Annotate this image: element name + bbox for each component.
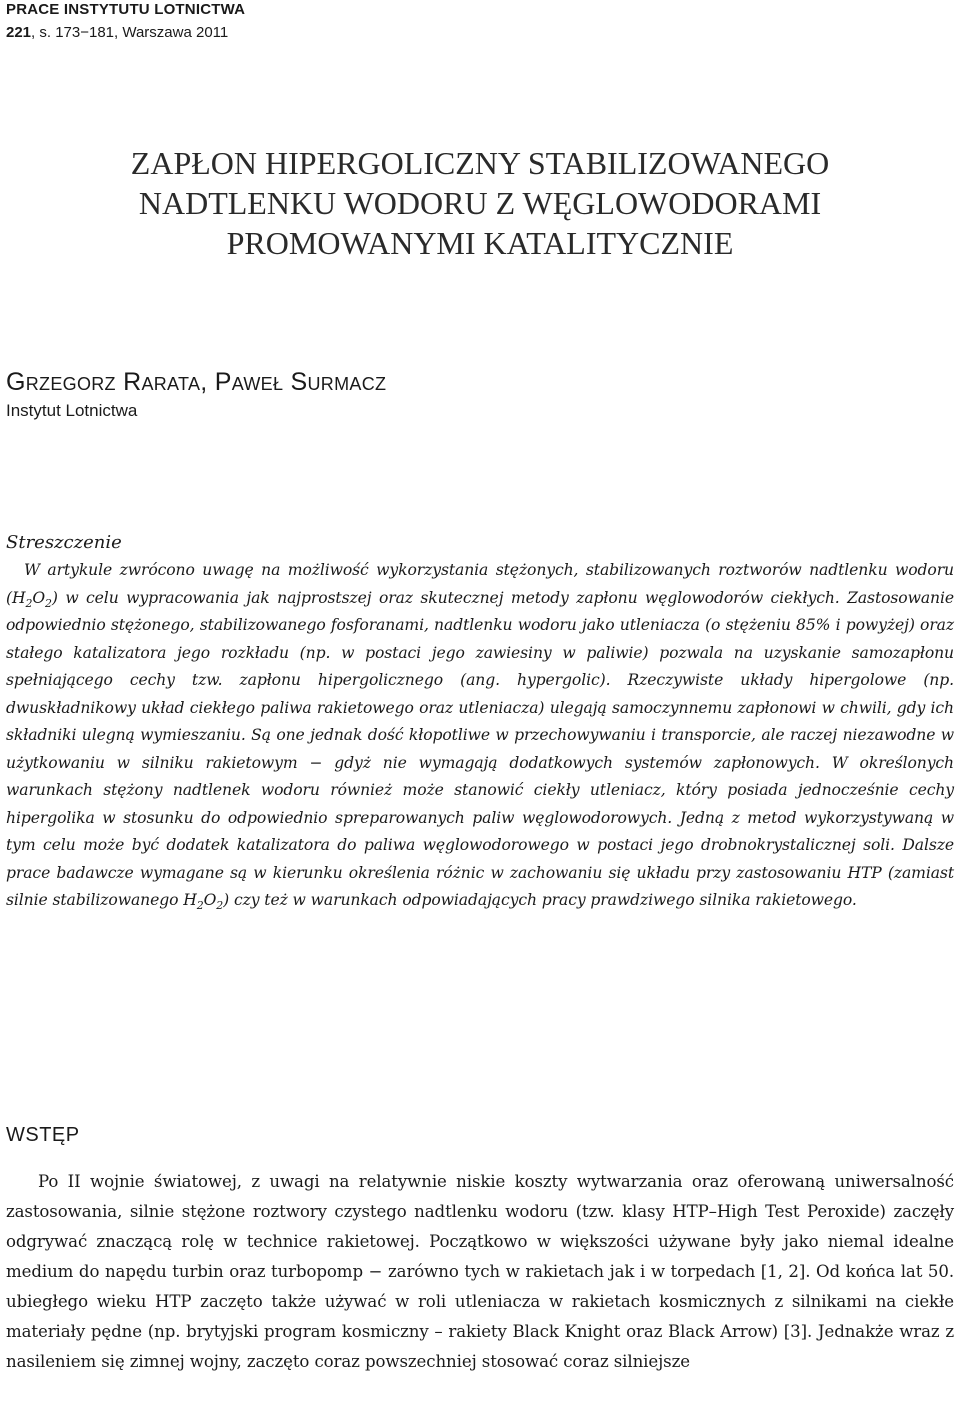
abstract-heading: Streszczenie xyxy=(6,532,122,553)
intro-paragraph xyxy=(6,1167,954,1377)
subscript: 2 xyxy=(196,899,204,912)
title-line: PROMOWANYMI KATALITYCZNIE xyxy=(226,225,734,261)
formula-letter: O xyxy=(203,891,217,909)
intro-text: Po II wojnie światowej, z uwagi na relatywnie niskie koszty wytwarzania oraz oferowaną uniwersalność zastosowania, silnie stężone roztwory czystego nadtlenku wodoru (tzw. klasy HTP–High Test Peroxide) zaczęły odgrywać znaczącą rolę w technice rakietowej. Początkowo w większości używane były jako niemal idealne medium do napędu turbin oraz turbopomp − zarówno tych w rakietach jak i w torpedach [1, 2]. Od końca lat 50. ubiegłego wieku HTP zaczęto także używać w roli utleniacza w rakietach kosmicznych z silnikami na ciekłe materiały pędne (np. brytyjski program kosmiczny – rakiety Black Knight oraz Black Arrow) [3]. Jednakże wraz z nasileniem się zimnej wojny, zaczęto coraz powszechniej stosować coraz silniejsze xyxy=(6,1172,954,1371)
journal-issue xyxy=(6,22,245,44)
abstract-text: ) w celu wypracowania jak najprostszej oraz skutecznej metody zapłonu węglowodorów ciekłych. Zastosowanie odpowiednio stężonego, stabilizowanego fosforanami, nadtlenku wodoru jako utleniacza (o stężeniu 85% i powyżej) oraz stałego katalizatora jego rozkładu (np. w postaci jego zawiesiny w paliwie) pozwala na uzyskanie samozapłonu spełniającego cechy tzw. zapłonu hipergolicznego (ang. hypergolic). Rzeczywiste układy hipergolowe (np. dwuskładnikowy układ ciekłego paliwa rakietowego oraz utleniacza) ulegają samoczynnemu zapłonowi w chwili, gdy ich składniki ulegną wymieszaniu. Są one jednak dość kłopotliwe w przechowywaniu i transporcie, ale raczej niezawodne w użytkowaniu w silniku rakietowym − gdyż nie wymagają dodatkowych systemów zapłonowych. W określonych warunkach stężony nadtlenek wodoru również może stanowić ciekły utleniacz, który posiada jednocześnie cechy hipergolika w stosunku do odpowiednio spreparowanych paliw węglowodorowych. Jedną z metod wykorzystywaną w tym celu może być dodatek katalizatora do paliwa węglowodorowego w postaci jego drobnokrystalicznej soli. Dalsze prace badawcze wymagane są w kierunku określenia różnic w zachowaniu się układu przy zastosowaniu HTP (zamiast silnie stabilizowanego H xyxy=(6,588,954,909)
running-header xyxy=(6,0,245,44)
title-line: ZAPŁON HIPERGOLICZNY STABILIZOWANEGO xyxy=(130,145,830,181)
paper-title xyxy=(40,143,920,263)
subscript: 2 xyxy=(45,596,52,610)
subscript: 2 xyxy=(216,899,224,912)
abstract-body xyxy=(6,557,954,915)
section-heading: WSTĘP xyxy=(6,1124,80,1146)
authors: Grzegorz Rarata, Paweł Surmacz xyxy=(6,368,387,396)
title-line: NADTLENKU WODORU Z WĘGLOWODORAMI xyxy=(138,185,822,221)
abstract-text: ) czy też w warunkach odpowiadających pracy prawdziwego silnika rakietowego. xyxy=(223,891,857,909)
abstract-text: W artykule zwrócono uwagę na możliwość wykorzystania stężonych, stabilizowanych roztworów nadtlenku wodoru (H xyxy=(6,561,954,607)
affiliation: Instytut Lotnictwa xyxy=(6,401,138,420)
formula-letter: O xyxy=(32,588,46,607)
subscript: 2 xyxy=(25,596,33,610)
issue-pages-place-year: , s. 173−181, Warszawa 2011 xyxy=(31,24,229,41)
journal-name: PRACE INSTYTUTU LOTNICTWA xyxy=(6,1,246,18)
abstract xyxy=(6,529,954,915)
issue-number: 221 xyxy=(6,24,32,41)
